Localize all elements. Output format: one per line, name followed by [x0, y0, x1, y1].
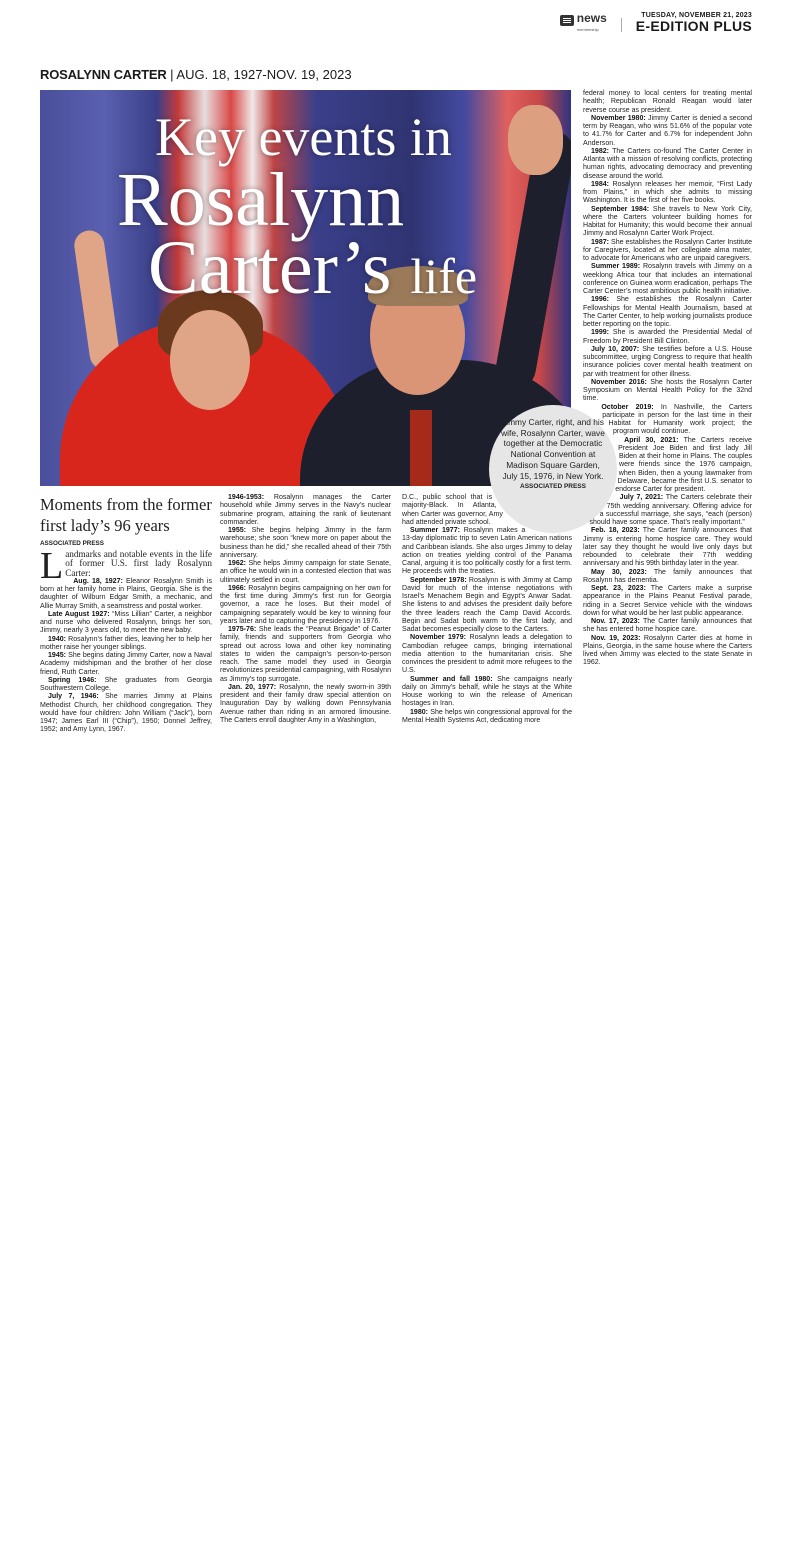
entry-date: 1982: [591, 147, 610, 155]
timeline-entry [583, 346, 752, 379]
timeline-entry [583, 206, 752, 239]
article-column-2 [220, 494, 391, 725]
lead-text: andmarks and notable events in the life of former U.S. first lady Rosalynn Carter: [65, 549, 212, 578]
entry-date: Feb. 18, 2023: [591, 527, 640, 535]
entry-text: She begins helping Jimmy in the farm warehouse; she soon “knew more on paper about the business than he did,” she recalled ahead of their 75th anniversary. [220, 527, 391, 559]
entry-date: 1975-76: [228, 626, 257, 633]
news-membership-logo[interactable] [560, 9, 607, 32]
entry-date: Spring 1946: [48, 676, 97, 684]
entry-date: Summer and fall 1980: [410, 675, 493, 683]
headline-line-1: Key events in [155, 107, 452, 167]
entry-text: She is awarded the Presidential Medal of Freedom by President Bill Clinton. [583, 329, 752, 345]
divider [621, 18, 622, 32]
timeline-entry [583, 569, 752, 586]
entry-date: 1940: [48, 635, 67, 643]
entry-text: Rosalynn begins campaigning on her own for the first time during Jimmy’s first run for Georgia governor, a race he loses. But their model of campaigning separately would be key to winning four years later and to capturing the presidency in 1976. [220, 584, 391, 625]
article-column-4 [583, 90, 752, 668]
entry-date: 1945: [48, 652, 67, 660]
entry-date: 1946-1953: [228, 494, 265, 501]
entry-date: Sept. 23, 2023: [591, 585, 646, 592]
edition-title: E-EDITION PLUS [635, 18, 752, 34]
timeline-entry [583, 296, 752, 329]
entry-date: 1955: [228, 527, 247, 534]
entry-date: November 1980: [591, 114, 646, 122]
timeline-entry [583, 329, 752, 346]
entry-text: She leads the “Peanut Brigade” of Carter family, friends and supporters from Georgia who spread out across Iowa and other key nominating states to widen the campaign’s person-to-person reach. The same model they used in Georgia revolutionizes presidential campaigning, with Rosalynn as Jimmy’s top surrogate. [220, 626, 392, 683]
entry-text: She hosts the Rosalynn Carter Symposium on Mental Health Policy for the 32nd time. [583, 378, 753, 403]
timeline-entry [40, 611, 212, 636]
entry-text: Rosalynn leads a delegation to Cambodian refugee camps, bringing international media attention to the humanitarian crisis. She convinces the president to admit more refugees to the U.S. [402, 634, 572, 675]
entry-text: She marries Jimmy at Plains Methodist Church, her childhood congregation. They would have four children: John William (“Jack”), born 1947; James Earl III (“Chip”), 1950; Donnel Jeffrey, 1952; and Amy Lynn, 1967. [40, 693, 213, 734]
entry-text: Rosalynn makes a 13-day diplomatic trip to seven Latin American nations and Caribbean islands. She also urges Jimmy to delay action on treaties yielding control of the Panama Canal, arguing it is too politically costly for a first term. He proceeds with the treaties. [402, 527, 572, 576]
timeline-entry [402, 709, 572, 726]
caption-credit: ASSOCIATED PRESS [520, 483, 586, 491]
masthead [560, 9, 752, 34]
article-subhead: Moments from the former first lady’s 96 years [40, 495, 212, 535]
entry-date: Aug. 18, 1927: [73, 577, 123, 585]
timeline-entry [220, 684, 391, 725]
entry-text: Eleanor Rosalynn Smith is born at her family home in Plains, Georgia. She is the daughter of Wilburn Edgar Smith, a mechanic, and Allie Murray Smith, a seamstress and postal worker. [40, 577, 212, 610]
entry-text: She travels to New York City, where the Carters volunteer building homes for Habitat for Humanity; this would become their annual Jimmy and Rosalynn Carter Work Project. [583, 205, 753, 238]
entry-text: The Carter family announces that Jimmy is entering home hospice care. They would later say they thought he would live only days but rebounded to celebrate their 77th wedding anniversary and his 99th birthday later in the year. [583, 527, 752, 568]
timeline-entry [583, 585, 752, 618]
entry-date: Jan. 20, 1977: [228, 683, 277, 691]
entry-text: She establishes the Rosalynn Carter Institute for Caregivers, located at her collegiate alma mater, to advocate for Americans who are unpaid caregivers. [583, 238, 753, 262]
photo-figure [508, 105, 563, 175]
entry-text: In Nashville, the Carters participate in person for the last time in their Habitat for Humanity work project; the program would continue. [602, 403, 752, 436]
entry-text: The Carter family announces that she has entered home hospice care. [583, 618, 752, 634]
entry-text: She testifies before a U.S. House subcommittee, urging Congress to require that health insurance policies cover mental health treatment on par with treatment for other illness. [583, 345, 752, 378]
topic-dates: | AUG. 18, 1927-NOV. 19, 2023 [170, 67, 352, 82]
entry-date: Summer 1977: [410, 527, 460, 534]
entry-text: Rosalynn manages the Carter household while Jimmy serves in the Navy’s nuclear submarine program, attaining the rank of lieutenant commander. [220, 494, 391, 526]
article-column-3 [402, 494, 572, 725]
article-column-1 [40, 494, 212, 735]
timeline-entry [583, 618, 752, 635]
section-topic [40, 67, 352, 82]
entry-text: Rosalynn, the newly sworn-in 39th president and their family draw special attention on Inauguration Day by walking down Pennsylvania Avenue rather than riding in an armored limousine. The Carters enroll daughter Amy in a Washington, [220, 683, 392, 724]
entry-text: Rosalynn is with Jimmy at Camp David for much of the intense negotiations with Israel’s Menachem Begin and Egypt’s Anwar Sadat. She listens to and advises the president daily before the three leaders reach the Camp David Accords. Begin and Sadat both warm to the first lady, and Sadat becomes especially close to the Carters. [402, 576, 572, 633]
entry-date: 1996: [591, 296, 610, 304]
photo-figure [410, 410, 432, 486]
entry-date: Nov. 19, 2023: [591, 634, 641, 642]
entry-text: She establishes the Rosalynn Carter Fellowships for Mental Health Journalism, based at The Carter Center, to help working journalists produce better reporting on the topic. [583, 296, 752, 328]
timeline-entry [40, 652, 212, 677]
entry-date: Nov. 17, 2023: [591, 618, 640, 625]
timeline-entry [583, 90, 752, 115]
entry-date: 1962: [228, 560, 247, 567]
entry-date: October 2019: [601, 403, 654, 411]
headline-line-3 [148, 226, 478, 310]
entry-date: 1987: [591, 238, 610, 246]
timeline-entry [583, 263, 752, 296]
headline-line-2: Rosalynn [117, 158, 405, 242]
chat-bubble-icon [560, 15, 574, 26]
entry-date: November 2016: [591, 378, 647, 386]
timeline-entry [40, 636, 212, 653]
byline: ASSOCIATED PRESS [40, 540, 104, 547]
entry-date: November 1979: [410, 634, 466, 642]
timeline-entry [40, 578, 212, 611]
edition-date: TUESDAY, NOVEMBER 21, 2023 [641, 12, 752, 19]
entry-date: May 30, 2023: [591, 568, 647, 576]
entry-text: She graduates from Georgia Southwestern College. [40, 676, 213, 693]
entry-text: She campaigns nearly daily on Jimmy’s behalf, while he stays at the White House working to win the release of American hostages in Iran. [402, 675, 572, 708]
entry-text: The Carters make a surprise appearance in the Plains Peanut Festival parade, riding in a Secret Service vehicle with the windows down for what would be her last public appearance. [583, 585, 752, 617]
timeline-entry [220, 626, 391, 684]
timeline-entry [220, 585, 391, 626]
logo-text: news [576, 11, 607, 25]
entry-text: She helps win congressional approval for the Mental Health Systems Act, dedicating more [402, 708, 572, 724]
entry-text: Jimmy Carter is denied a second term by Reagan, who wins 51.6% of the popular vote to 41.7% for Carter and 6.7% for independent John Anderson. [583, 114, 752, 147]
entry-date: Summer 1989: [591, 263, 641, 271]
entry-text: D.C., public school that is majority-Black. In Atlanta, when Carter was governor, Amy had attended private school. [402, 494, 503, 526]
timeline-entry [583, 239, 752, 264]
entry-date: 1984: [591, 180, 610, 188]
headline-life: life [410, 248, 478, 304]
entry-text: Rosalynn’s father dies, leaving her to help her mother raise her younger siblings. [40, 635, 212, 651]
timeline-entry [220, 527, 391, 560]
entry-text: Rosalynn Carter dies at home in Plains, Georgia, in the same house where the Carters lived when Jimmy was elected to the state Senate in 1962. [583, 634, 752, 667]
timeline-entry [583, 379, 752, 404]
entry-date: July 7, 1946: [48, 693, 99, 701]
entry-text: The family announces that Rosalynn has dementia. [583, 568, 752, 584]
entry-date: 1999: [591, 329, 610, 337]
headline-carter: Carter’s [148, 226, 392, 310]
topic-name: ROSALYNN CARTER [40, 67, 167, 82]
entry-text: federal money to local centers for treating mental health; Republican Ronald Reagan would later reverse course as president. [583, 90, 752, 114]
timeline-entry [40, 677, 212, 694]
entry-date: July 10, 2007: [591, 345, 640, 353]
caption-text: Jimmy Carter, right, and his wife, Rosalynn Carter, wave together at the Democratic National Convention at Madison Square Garden, July 15, 1976, in New York. [501, 417, 605, 481]
timeline-entry [583, 635, 752, 668]
timeline-entry [40, 693, 212, 734]
entry-text: The Carters co-found The Carter Center in Atlanta with a mission of resolving conflicts, protecting human rights, advocating democracy and preventing disease around the world. [583, 147, 752, 180]
timeline-entry [402, 577, 572, 635]
timeline-entry [583, 148, 752, 181]
timeline-entry [220, 560, 391, 585]
timeline-entry [402, 527, 572, 577]
logo-subtext: membership [576, 27, 599, 32]
entry-date: September 1978: [410, 576, 467, 584]
drop-cap: L [40, 545, 64, 588]
entry-text: Rosalynn travels with Jimmy on a weeklong Africa tour that includes an international conference on Guinea worm eradication, perhaps The Carter Center’s most ambitious public health initiative. [583, 263, 752, 295]
timeline-entry [583, 527, 752, 568]
entry-date: 1980: [410, 708, 429, 716]
timeline-entry [583, 115, 752, 148]
timeline-entry [220, 494, 391, 527]
photo-figure [170, 310, 250, 410]
timeline-entry [402, 634, 572, 675]
entry-date: September 1984: [591, 205, 650, 213]
entry-text: “Miss Lillian” Carter, a neighbor and nurse who delivered Rosalynn, brings her son, Jimmy, nearly 3 years old, to meet the new baby. [40, 610, 212, 635]
timeline-entry [402, 676, 572, 709]
entry-text: The Carters receive President Joe Biden and first lady Jill Biden at their home in Plains. The couples were friends since the 1976 campaign, when Biden, then a young lawmaker from Delaware, became the first U.S. senator to endorse Carter for president. [615, 436, 752, 493]
timeline-entry [583, 181, 752, 206]
entry-date: 1966: [228, 584, 247, 592]
entry-date: July 7, 2021: [619, 494, 664, 502]
entry-date: Late August 1927: [48, 610, 110, 618]
entry-text: She helps Jimmy campaign for state Senate, an office he would win in a contested election that was ultimately settled in court. [220, 560, 391, 584]
entry-text: The Carters celebrate their 75th wedding anniversary. Offering advice for a successful marriage, she says, “each (person) should have some space. That’s really important.” [589, 494, 752, 526]
entry-text: Rosalynn releases her memoir, “First Lady from Plains,” in which she admits to missing Washington. It is the first of her five books. [583, 180, 752, 205]
entry-text: She begins dating Jimmy Carter, now a Naval Academy midshipman and the brother of her close friend, Ruth Carter. [40, 652, 212, 676]
entry-date: April 30, 2021: [624, 436, 679, 444]
